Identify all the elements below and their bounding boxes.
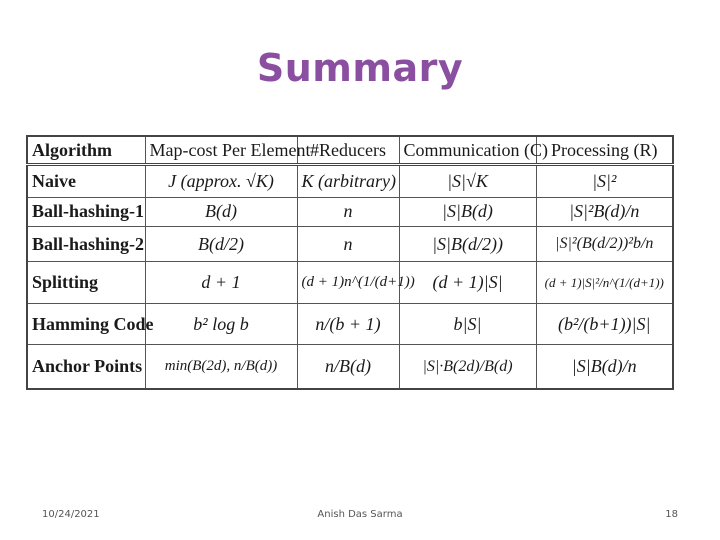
table-header-row: [27, 136, 673, 165]
column-header: Map-cost Per Element: [145, 136, 297, 165]
table-cell: d + 1: [145, 262, 297, 303]
summary-table: [26, 135, 674, 390]
table-row: [27, 262, 673, 303]
table-cell: min(B(2d), n/B(d)): [145, 345, 297, 389]
table-cell: (d + 1)n^(1/(d+1)): [297, 262, 399, 303]
column-header: Communication (C): [399, 136, 536, 165]
algorithm-name: Anchor Points: [27, 345, 145, 389]
table-cell: |S|B(d/2)): [399, 227, 536, 262]
table-cell: b|S|: [399, 303, 536, 344]
slide-title: Summary: [256, 46, 464, 90]
footer-date: 10/24/2021: [42, 509, 100, 520]
footer-author: Anish Das Sarma: [317, 509, 403, 520]
table-cell: (b²/(b+1))|S|: [536, 303, 673, 344]
table-cell: (d + 1)|S|²/n^(1/(d+1)): [536, 262, 673, 303]
table-cell: n/B(d): [297, 345, 399, 389]
column-header: #Reducers: [297, 136, 399, 165]
table-cell: |S|²B(d)/n: [536, 197, 673, 226]
table-cell: B(d): [145, 197, 297, 226]
table-cell: |S|²: [536, 165, 673, 197]
table-cell: B(d/2): [145, 227, 297, 262]
summary-table-container: [26, 135, 672, 390]
table-cell: |S|B(d): [399, 197, 536, 226]
table-row: [27, 303, 673, 344]
table-cell: J (approx. √K): [145, 165, 297, 197]
table-cell: |S|²(B(d/2))²b/n: [536, 227, 673, 262]
algorithm-name: Splitting: [27, 262, 145, 303]
table-row: [27, 227, 673, 262]
table-row: [27, 165, 673, 197]
column-header: Processing (R): [536, 136, 673, 165]
table-cell: n/(b + 1): [297, 303, 399, 344]
algorithm-name: Ball-hashing-2: [27, 227, 145, 262]
column-header: Algorithm: [27, 136, 145, 165]
page-number: 18: [665, 509, 678, 520]
table-cell: (d + 1)|S|: [399, 262, 536, 303]
algorithm-name: Hamming Code: [27, 303, 145, 344]
table-cell: |S|·B(2d)/B(d): [399, 345, 536, 389]
table-cell: |S|B(d)/n: [536, 345, 673, 389]
table-row: [27, 197, 673, 226]
table-cell: b² log b: [145, 303, 297, 344]
algorithm-name: Naive: [27, 165, 145, 197]
table-cell: n: [297, 197, 399, 226]
algorithm-name: Ball-hashing-1: [27, 197, 145, 226]
table-cell: n: [297, 227, 399, 262]
table-row: [27, 345, 673, 389]
table-cell: |S|√K: [399, 165, 536, 197]
table-cell: K (arbitrary): [297, 165, 399, 197]
